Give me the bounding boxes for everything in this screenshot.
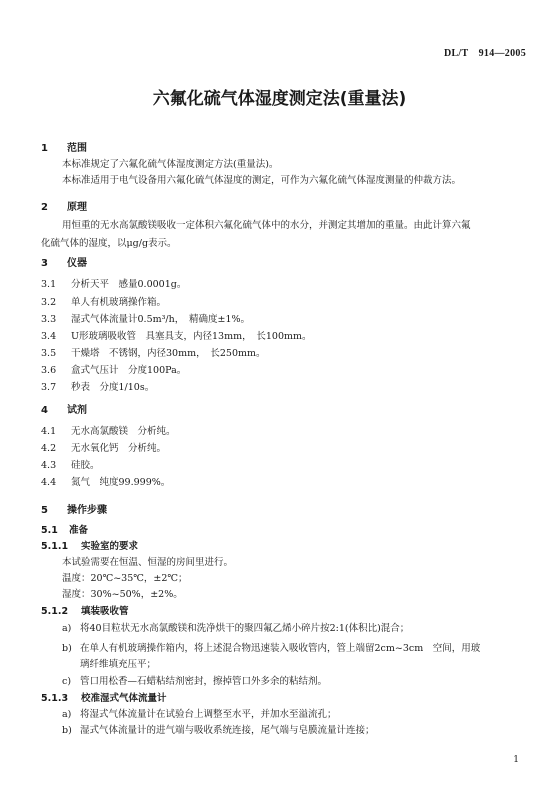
item-label: c) [62, 676, 72, 687]
item-text: 湿式气体流量计的进气端与吸收系统连接，尾气端与皂膜流量计连接； [80, 725, 375, 736]
list-item [62, 640, 480, 654]
list-item [41, 276, 186, 290]
list-item [62, 706, 337, 720]
paragraph: 本试验需要在恒温、恒湿的房间里进行。 [62, 557, 234, 568]
section-number: 3 [41, 258, 48, 269]
subsection-number: 5.1.1 [41, 541, 69, 552]
standard-number: DL/T 914—2005 [443, 48, 526, 59]
section-5-heading [41, 501, 107, 516]
subsection-title: 实验室的要求 [81, 541, 139, 552]
section-3-heading [41, 254, 87, 269]
item-text: 盒式气压计 分度100Pa。 [71, 365, 187, 376]
item-number: 3.7 [41, 382, 57, 393]
subsection-title: 填装吸收管 [81, 606, 129, 617]
item-text: 氮气 纯度99.999%。 [71, 477, 171, 488]
item-label: b) [62, 643, 72, 654]
item-label: a) [62, 709, 72, 720]
paragraph: 本标准规定了六氟化硫气体湿度测定方法(重量法)。 [62, 159, 279, 170]
paragraph: 湿度：30%~50%，±2%。 [62, 589, 183, 600]
item-label: a) [62, 623, 72, 634]
paragraph-line: 用恒重的无水高氯酸镁吸收一定体积六氟化硫气体中的水分，并测定其增加的重量。由此计算六氟 [62, 220, 471, 231]
paragraph-line: 化硫气体的湿度，以μg/g表示。 [41, 238, 177, 249]
list-item [41, 345, 266, 359]
list-item [62, 673, 327, 687]
item-text: 硅胶。 [71, 460, 100, 471]
item-text: 干燥塔 不锈钢，内径30mm， 长250mm。 [71, 348, 266, 359]
item-number: 3.5 [41, 348, 57, 359]
item-text: 在单人有机玻璃操作箱内，将上述混合物迅速装入吸收管内，管上端留2cm~3cm 空间，用玻 [80, 643, 481, 654]
item-text: 无水高氯酸镁 分析纯。 [71, 426, 176, 437]
list-item [62, 722, 375, 736]
section-number: 2 [41, 202, 48, 213]
subsection-5-1-heading [41, 522, 88, 536]
item-text: 管口用松香—石蜡粘结剂密封，擦掉管口外多余的粘结剂。 [80, 676, 328, 687]
list-item [41, 294, 166, 308]
section-title: 原理 [67, 202, 87, 213]
list-item [41, 379, 154, 393]
subsection-number: 5.1.3 [41, 693, 69, 704]
item-number: 4.4 [41, 477, 57, 488]
item-text: 无水氧化钙 分析纯。 [71, 443, 167, 454]
section-2-heading [41, 198, 87, 213]
section-1-heading [41, 139, 87, 154]
item-text: 秒表 分度1/10s。 [71, 382, 155, 393]
item-text: 分析天平 感量0.0001g。 [71, 279, 187, 290]
section-title: 仪器 [67, 258, 87, 269]
subsection-5-1-1-heading [41, 538, 138, 552]
item-number: 4.1 [41, 426, 57, 437]
item-label: b) [62, 725, 72, 736]
section-number: 5 [41, 505, 48, 516]
section-title: 范围 [67, 143, 87, 154]
item-text: 单人有机玻璃操作箱。 [71, 297, 167, 308]
list-item [41, 440, 166, 454]
item-number: 3.4 [41, 331, 57, 342]
paragraph: 本标准适用于电气设备用六氟化硫气体湿度的测定，可作为六氟化硫气体湿度测量的仲裁方法。 [62, 175, 462, 186]
list-item-continuation: 璃纤维填充压平； [80, 659, 157, 670]
item-number: 4.3 [41, 460, 57, 471]
list-item [41, 457, 100, 471]
section-number: 1 [41, 143, 48, 154]
subsection-title: 准备 [69, 525, 89, 536]
subsection-number: 5.1 [41, 525, 58, 536]
list-item [41, 362, 186, 376]
item-number: 3.3 [41, 314, 57, 325]
list-item [41, 328, 312, 342]
item-number: 3.6 [41, 365, 57, 376]
subsection-number: 5.1.2 [41, 606, 69, 617]
list-item [62, 620, 409, 634]
paragraph: 温度：20℃~35℃，±2℃； [62, 573, 188, 584]
subsection-5-1-2-heading [41, 603, 129, 617]
item-number: 3.1 [41, 279, 57, 290]
item-number: 3.2 [41, 297, 57, 308]
item-number: 4.2 [41, 443, 57, 454]
list-item [41, 474, 170, 488]
subsection-5-1-3-heading [41, 690, 167, 704]
item-text: 将40目粒状无水高氯酸镁和洗净烘干的聚四氟乙烯小碎片按2:1(体积比)混合； [80, 623, 410, 634]
list-item [41, 423, 176, 437]
item-text: U形玻璃吸收管 具塞具支，内径13mm， 长100mm。 [71, 331, 312, 342]
section-title: 操作步骤 [67, 505, 107, 516]
subsection-title: 校准湿式气体流量计 [81, 693, 167, 704]
section-number: 4 [41, 405, 48, 416]
item-text: 将湿式气体流量计在试验台上调整至水平，并加水至溢流孔； [80, 709, 337, 720]
page-number: 1 [513, 755, 519, 765]
item-text: 湿式气体流量计0.5m³/h， 精确度±1%。 [71, 314, 251, 325]
section-title: 试剂 [67, 405, 87, 416]
section-4-heading [41, 401, 87, 416]
document-title: 六氟化硫气体湿度测定法(重量法) [152, 89, 407, 109]
list-item [41, 311, 250, 325]
